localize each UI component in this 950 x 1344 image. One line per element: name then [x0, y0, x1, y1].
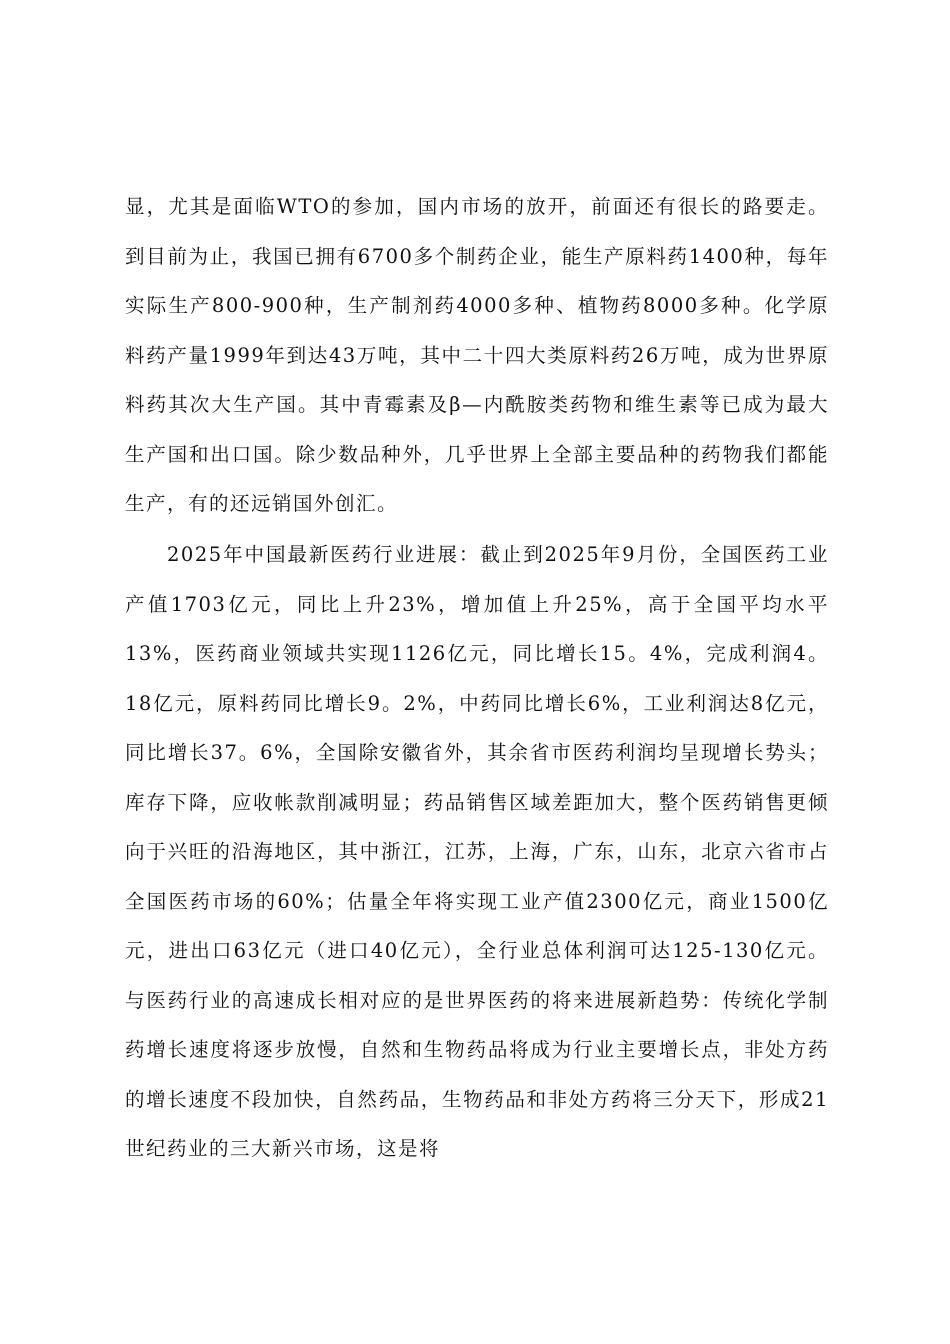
paragraph-2: 2025年中国最新医药行业进展：截止到2025年9月份，全国医药工业产值1703亿元，同比上升23%，增加值上升25%，高于全国平均水平13%，医药商业领域共实现1126亿元，同比增长15。4%，完成利润4。18亿元，原料药同比增长9。2%，中药同比增长6%，工业利润达8亿元，同比增长37。6%，全国除安徽省外，其余省市医药利润均呈现增长势头；库存下降，应收帐款削减明显；药品销售区域差距加大，整个医药销售更倾向于兴旺的沿海地区，其中浙江，江苏，上海，广东，山东，北京六省市占全国医药市场的60%；估量全年将实现工业产值2300亿元，商业1500亿元，进出口63亿元（进口40亿元），全行业总体利润可达125-130亿元。与医药行业的高速成长相对应的是世界医药的将来进展新趋势：传统化学制药增长速度将逐步放慢，自然和生物药品将成为行业主要增长点，非处方药的增长速度不段加快，自然药品，生物药品和非处方药将三分天下，形成21世纪药业的三大新兴市场，这是将: [125, 543, 829, 1160]
paragraph-1: 显，尤其是面临WTO的参加，国内市场的放开，前面还有很长的路要走。到目前为止，我国已拥有6700多个制药企业，能生产原料药1400种，每年实际生产800-900种，生产制剂药4000多种、植物药8000多种。化学原料药产量1999年到达43万吨，其中二十四大类原料药26万吨，成为世界原料药其次大生产国。其中青霉素及β—内酰胺类药物和维生素等已成为最大生产国和出口国。除少数品种外，几乎世界上全部主要品种的药物我们都能生产，有的还远销国外创汇。: [125, 195, 829, 515]
